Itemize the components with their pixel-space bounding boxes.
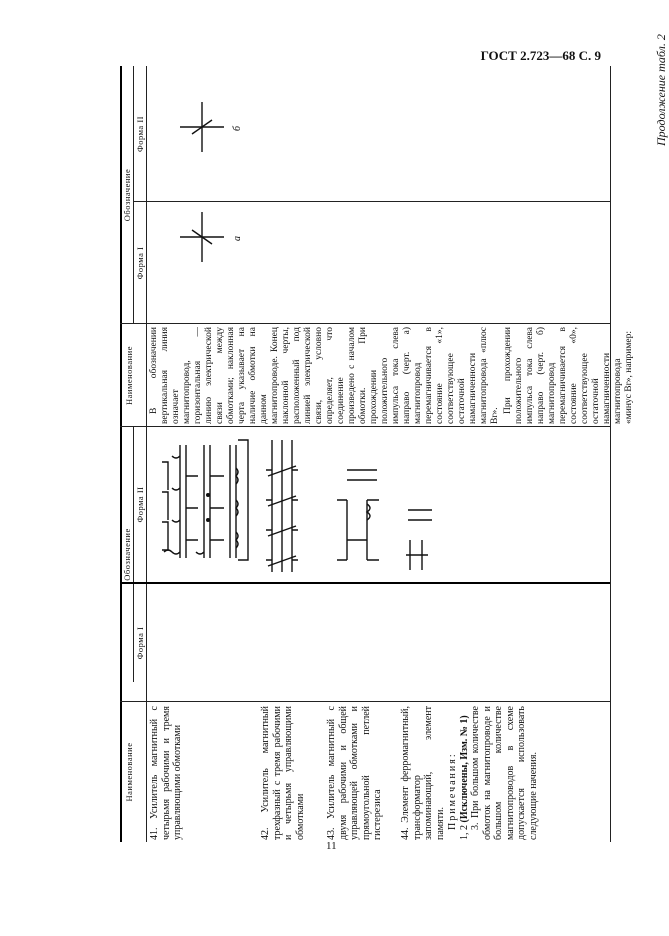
designation-subheader-line-right — [133, 66, 134, 324]
divider-left-name — [120, 701, 610, 702]
designation-subheader-line-left — [133, 427, 134, 682]
col-header-form1-right: Форма I — [135, 246, 145, 280]
note-1-2-excluded: (Исключены, Изм. № 1) — [458, 715, 470, 823]
col-header-designation-left: Обозначение — [122, 528, 132, 581]
table-bottom-border — [610, 66, 611, 842]
note-3: 3. При большом количестве обмоток на магнитопроводе и большом количестве магнитопроводов в схеме допускается использовать следующие начения. — [470, 706, 539, 840]
row-43-name: 43. Усилитель магнитный с двумя рабочими и общей управляющей обмотками и прямоугольной петлей гистерезиса — [326, 706, 383, 840]
divider-right-name — [120, 323, 610, 324]
description-block — [149, 327, 635, 424]
col-header-form2-right: Форма II — [135, 116, 145, 152]
note-1-2-number: 1, 2 — [458, 825, 470, 840]
row-42-name: 42. Усилитель магнитный трехфазный с тремя рабочими и четырьмя управляющими обмотками — [260, 706, 306, 840]
col-header-name-left: Наименование — [124, 742, 134, 802]
row-41-amplifier-symbol — [150, 430, 260, 580]
row-42-amplifier-symbol — [262, 430, 302, 580]
row-41-name: 41. Усилитель магнитный с четырьмя рабочими и тремя управляющими обмотками — [149, 706, 183, 840]
row-44-name: 44. Элемент ферромагнитный, трансформатор запоминающий, элемент памяти. — [400, 706, 446, 840]
page-number: 11 — [326, 840, 337, 852]
label-b: б — [232, 125, 243, 131]
description-para-1: В обозначении вертикальная линия означает магнитопровод, горизонтальная — линию электрической связи между обмотками; наклонная черта указывает на наличие обмотки на данном магнитопроводе. Конец наклонной черты, расположенный под линией электрической связи, условно определяет, что соединение произведено с началом обмотки. При прохождении положительного импульса тока слева направо (черт. а) магнитопровод перемагничивается в состояние «1», соответствующее остаточной намагниченности магнитопровода «плюс Br». — [149, 327, 500, 424]
page-header: ГОСТ 2.723—68 С. 9 — [480, 48, 601, 63]
divider-left-form — [120, 582, 610, 584]
col-header-name-right: Наименование — [124, 346, 134, 405]
label-a: а — [232, 236, 243, 241]
header-separator — [146, 66, 147, 842]
description-para-2: При прохождении положительного импульса тока слева направо (черт. б) магнитопровод перемагничивается в состояние «0», соответствующее остаточной намагниченности магнитопровода «минус Br», например: — [503, 327, 634, 424]
row-44-ferromagnetic-element-symbol — [400, 430, 440, 580]
form2-symbol-b — [172, 62, 232, 162]
col-header-designation-right: Обозначение — [122, 168, 132, 222]
row-41-top-bracket — [162, 462, 168, 550]
col-header-form1-left: Форма I — [135, 626, 145, 660]
row-43-amplifier-symbol — [327, 430, 397, 580]
divider-middle — [120, 426, 610, 427]
continuation-label: Продолжение табл. 2 — [654, 34, 668, 146]
form1-symbol-a — [172, 172, 232, 272]
notes-block — [447, 706, 539, 840]
col-header-form2-left: Форма II — [135, 486, 145, 523]
notes-title: Примечания: — [447, 752, 458, 830]
